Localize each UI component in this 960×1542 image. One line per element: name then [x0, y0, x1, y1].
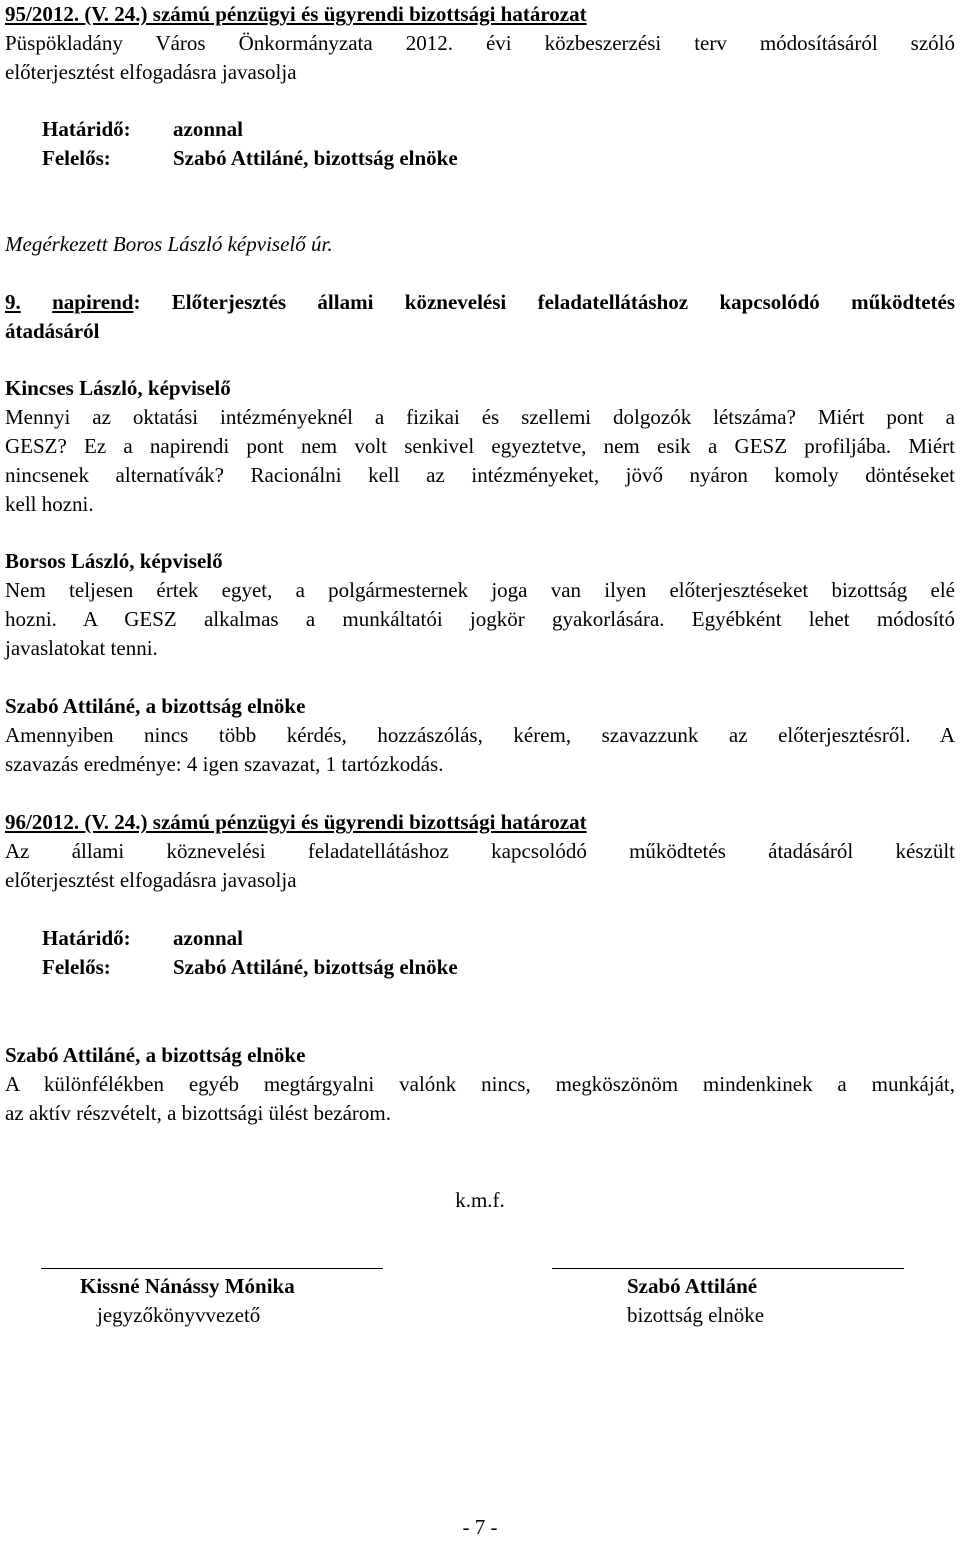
- resolution-96-body-line1: Az állami köznevelési feladatellátáshoz kapcsolódó működtetés átadásáról készült: [5, 839, 955, 863]
- speech-line: nincsenek alternatívák? Racionálni kell az intézményeket, jövő nyáron komoly döntéseket: [5, 463, 955, 487]
- deadline-value: azonnal: [173, 117, 244, 141]
- agenda-9-label: napirend: [52, 290, 134, 314]
- right-signer-role: bizottság elnöke: [627, 1303, 765, 1327]
- page-number-block: [5, 1513, 955, 1542]
- speech-line: GESZ? Ez a napirendi pont nem volt senkivel egyeztetve, nem esik a GESZ profiljába. Miért: [5, 434, 955, 458]
- arrival-note: Megérkezett Boros László képviselő úr.: [5, 232, 333, 256]
- speaker-name: Borsos László, képviselő: [5, 549, 223, 573]
- speaker-name: Kincses László, képviselő: [5, 376, 231, 400]
- deadline-label: Határidő:: [42, 926, 131, 950]
- left-signer-name: Kissné Nánássy Mónika: [80, 1274, 295, 1298]
- resolution-96-heading: 96/2012. (V. 24.) számú pénzügyi és ügyrendi bizottsági határozat: [5, 810, 587, 834]
- speech-line: hozni. A GESZ alkalmas a munkáltatói jogkör gyakorlására. Egyébként lehet módosító: [5, 607, 955, 631]
- resolution-95-body-line2: előterjesztést elfogadásra javasolja: [5, 60, 297, 84]
- agenda-9-number: 9.: [5, 290, 21, 314]
- agenda-9-title-line2: átadásáról: [5, 319, 100, 343]
- speech-line: szavazás eredménye: 4 igen szavazat, 1 tartózkodás.: [5, 752, 444, 776]
- arrival-note-block: [5, 230, 955, 259]
- agenda-9-title-rest: : Előterjesztés állami köznevelési feladatellátáshoz kapcsolódó működtetés: [133, 290, 955, 314]
- left-signature-line: [41, 1268, 383, 1269]
- speech-line: Amennyiben nincs több kérdés, hozzászólás, kérem, szavazzunk az előterjesztésről. A: [5, 723, 955, 747]
- closing-line: A különfélékben egyéb megtárgyalni valónk nincs, megköszönöm mindenkinek a munkáját,: [5, 1072, 955, 1096]
- agenda-9-title: [5, 288, 955, 317]
- closing-line: az aktív részvételt, a bizottsági ülést bezárom.: [5, 1101, 392, 1125]
- kmf: k.m.f.: [455, 1188, 505, 1212]
- speech-line: Mennyi az oktatási intézményeknél a fizikai és szellemi dolgozók létszáma? Miért pont a: [5, 405, 955, 429]
- speaker-name: Szabó Attiláné, a bizottság elnöke: [5, 694, 306, 718]
- resolution-95: [5, 0, 955, 87]
- speech-szabo: [5, 692, 955, 779]
- speaker-name: Szabó Attiláné, a bizottság elnöke: [5, 1043, 306, 1067]
- resolution-95-meta: [5, 115, 955, 175]
- left-signer-role: jegyzőkönyvvezető: [97, 1303, 261, 1327]
- responsible-value: Szabó Attiláné, bizottság elnöke: [173, 955, 458, 979]
- closing-remarks: [5, 1041, 955, 1128]
- resolution-96: [5, 808, 955, 895]
- speech-borsos: [5, 547, 955, 663]
- deadline-value: azonnal: [173, 926, 244, 950]
- resolution-96-meta: [5, 924, 955, 984]
- deadline-label: Határidő:: [42, 117, 131, 141]
- right-signature-line: [552, 1268, 904, 1269]
- resolution-96-body-line2: előterjesztést elfogadásra javasolja: [5, 868, 297, 892]
- kmf-block: [5, 1186, 955, 1215]
- speech-kincses: [5, 374, 955, 519]
- resolution-95-heading: 95/2012. (V. 24.) számú pénzügyi és ügyrendi bizottsági határozat: [5, 2, 587, 26]
- speech-line: Nem teljesen értek egyet, a polgármesternek joga van ilyen előterjesztéseket bizottság elé: [5, 578, 955, 602]
- responsible-label: Felelős:: [42, 146, 111, 170]
- agenda-item-9: [5, 288, 955, 346]
- responsible-value: Szabó Attiláné, bizottság elnöke: [173, 146, 458, 170]
- page-number: - 7 -: [462, 1515, 498, 1539]
- speech-line: kell hozni.: [5, 492, 94, 516]
- speech-line: javaslatokat tenni.: [5, 636, 158, 660]
- resolution-95-body-line1: Püspökladány Város Önkormányzata 2012. évi közbeszerzési terv módosításáról szóló: [5, 31, 955, 55]
- right-signer-name: Szabó Attiláné: [627, 1274, 758, 1298]
- responsible-label: Felelős:: [42, 955, 111, 979]
